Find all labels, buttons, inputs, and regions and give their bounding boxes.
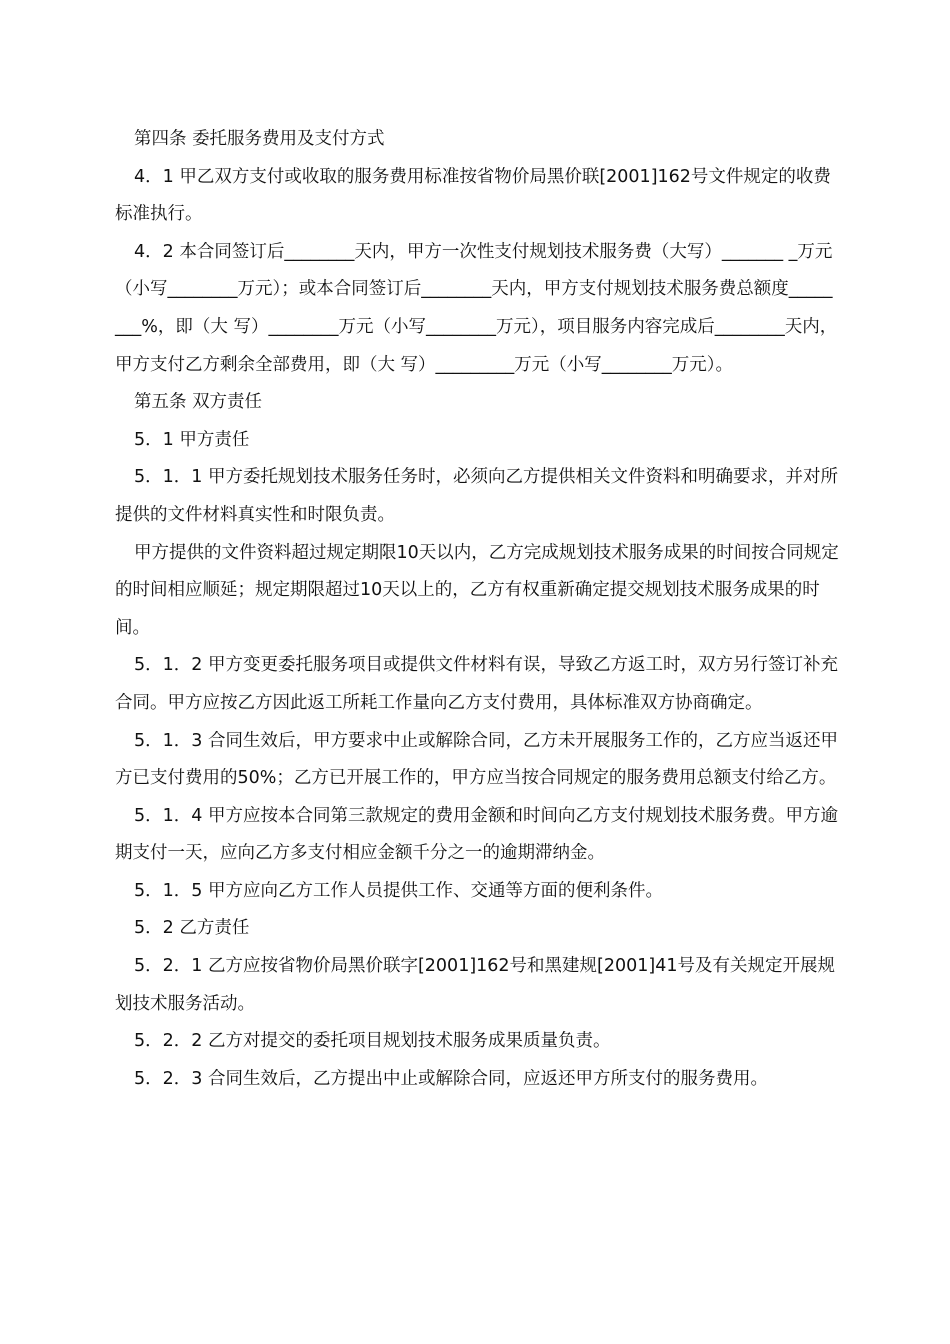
clause-5-1-3: 5．1．3 合同生效后，甲方要求中止或解除合同，乙方未开展服务工作的，乙方应当返还甲方已支付费用的50%；乙方已开展工作的，甲方应当按合同规定的服务费用总额支付给乙方。: [115, 730, 838, 789]
clause-4-1: 4．1 甲乙双方支付或收取的服务费用标准按省物价局黑价联[2001]162号文件规定的收费标准执行。: [115, 166, 831, 225]
document-body: [115, 121, 839, 1098]
clause-5-1-4: 5．1．4 甲方应按本合同第三款规定的费用金额和时间向乙方支付规划技术服务费。甲方逾期支付一天，应向乙方多支付相应金额千分之一的逾期滞纳金。: [115, 805, 838, 864]
clause-4-2: 4．2 本合同签订后________天内，甲方一次性支付规划技术服务费（大写）_______ _万元（小写________万元）；或本合同签订后________天内，甲方支付规划技术服务费总额度________%，即（大 写）________万元（小写________万元），项目服务内容完成后________天内，甲方支付乙方剩余全部费用，即（大 写）_________万元（小写________万元）。: [115, 241, 838, 375]
clause-5-1-1: 5．1．1 甲方委托规划技术服务任务时，必须向乙方提供相关文件资料和明确要求，并对所提供的文件材料真实性和时限负责。: [115, 467, 838, 525]
clause-5-2-3: 5．2．3 合同生效后，乙方提出中止或解除合同，应返还甲方所支付的服务费用。: [134, 1068, 768, 1089]
clause-5-1-2: 5．1．2 甲方变更委托服务项目或提供文件材料有误，导致乙方返工时，双方另行签订补充合同。甲方应按乙方因此返工所耗工作量向乙方支付费用，具体标准双方协商确定。: [115, 655, 838, 713]
clause-5-1-heading: 5．1 甲方责任: [134, 429, 250, 450]
clause-5-2-heading: 5．2 乙方责任: [134, 918, 250, 939]
clause-5-1-1-extension: 甲方提供的文件资料超过规定期限10天以内，乙方完成规划技术服务成果的时间按合同规定的时间相应顺延；规定期限超过10天以上的，乙方有权重新确定提交规划技术服务成果的时间。: [115, 542, 839, 638]
clause-5-1-5: 5．1．5 甲方应向乙方工作人员提供工作、交通等方面的便利条件。: [134, 880, 663, 901]
article-4-heading: 第四条 委托服务费用及支付方式: [134, 129, 385, 149]
clause-5-2-2: 5．2．2 乙方对提交的委托项目规划技术服务成果质量负责。: [134, 1031, 611, 1052]
article-5-heading: 第五条 双方责任: [134, 392, 263, 413]
clause-5-2-1: 5．2．1 乙方应按省物价局黑价联字[2001]162号和黑建规[2001]41号及有关规定开展规划技术服务活动。: [115, 956, 836, 1014]
